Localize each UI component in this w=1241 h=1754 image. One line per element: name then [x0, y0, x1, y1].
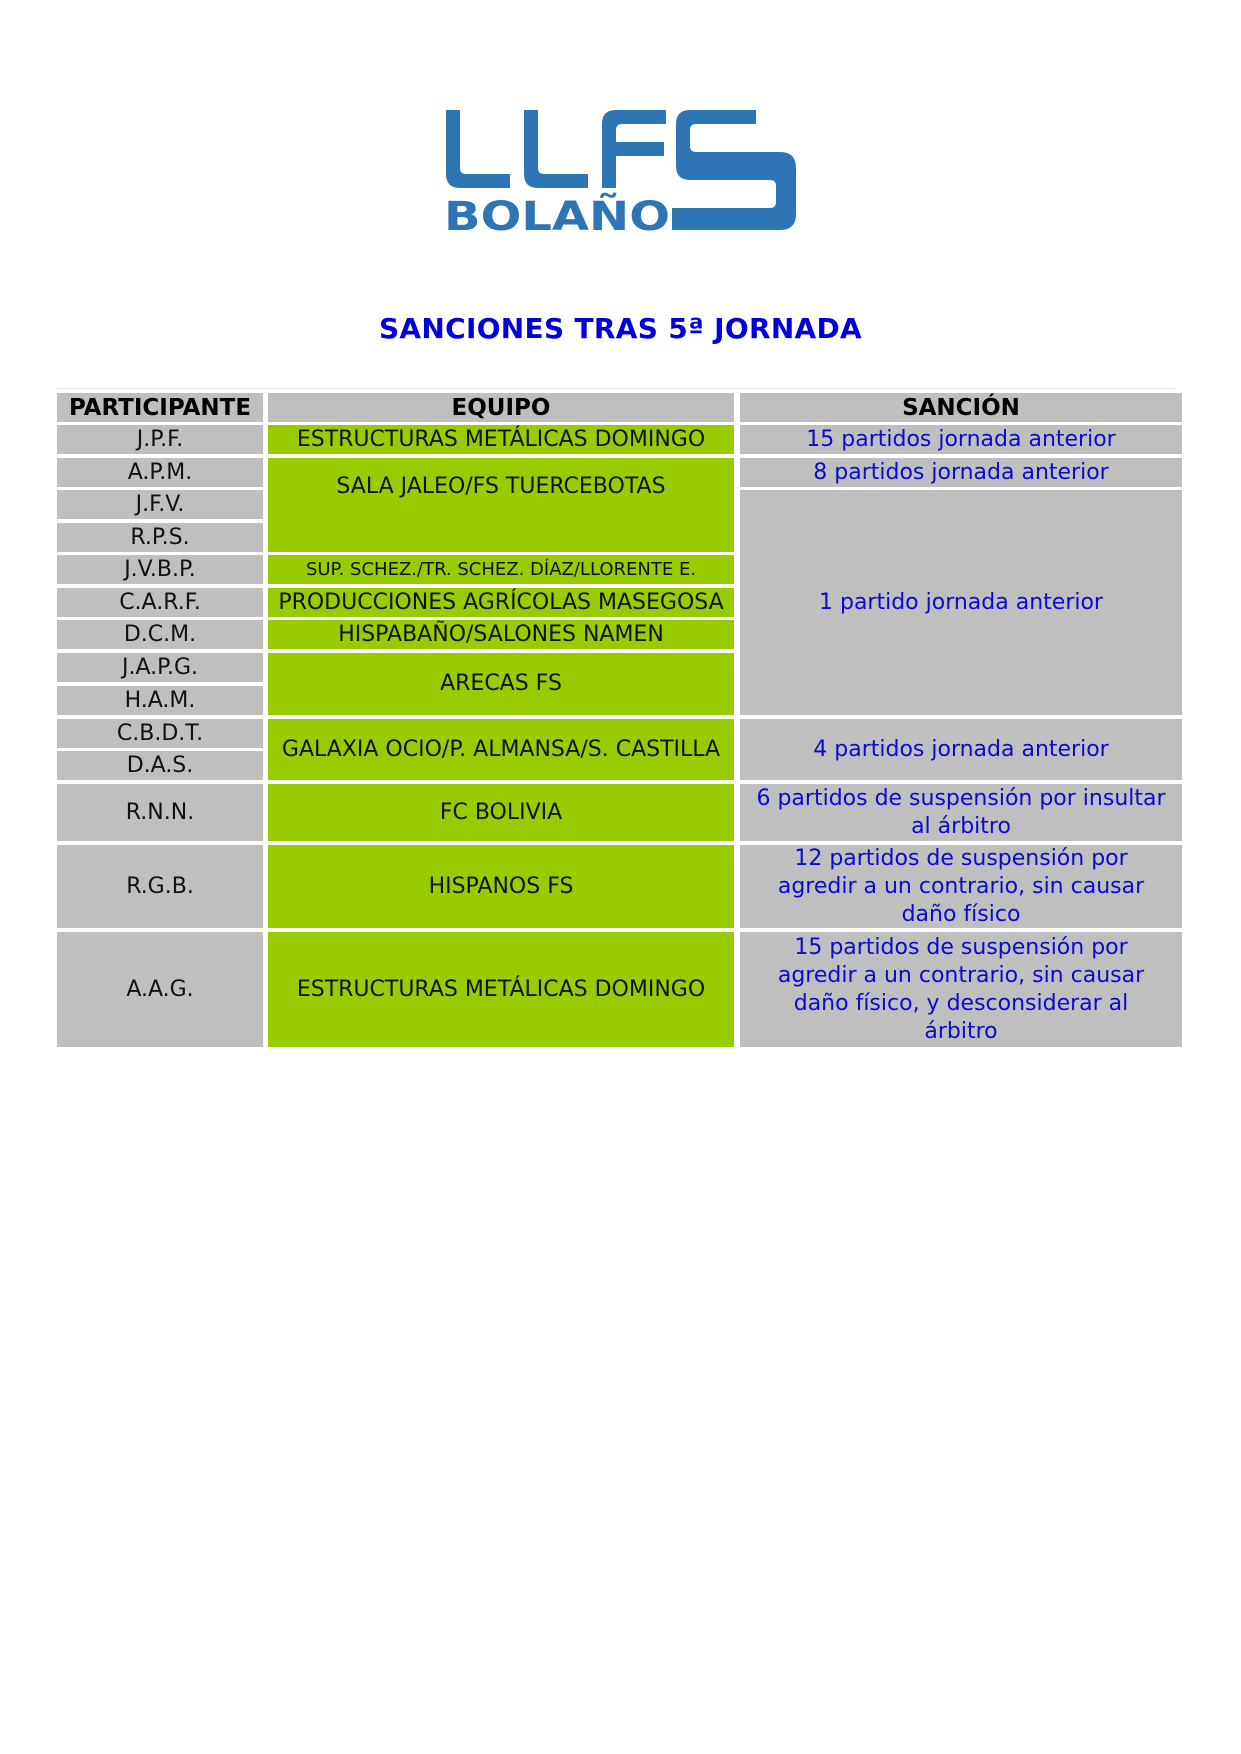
sanction-cell: 12 partidos de suspensión por agredir a un contrario, sin causar daño físico [740, 845, 1182, 928]
sanction-cell: 15 partidos de suspensión por agredir a un contrario, sin causar daño físico, y desconsiderar al árbitro [740, 932, 1182, 1047]
header-participante: PARTICIPANTE [57, 393, 263, 422]
participant-cell: J.A.P.G. [57, 653, 263, 682]
table-top-divider [57, 388, 1175, 389]
team-cell: ESTRUCTURAS METÁLICAS DOMINGO [268, 932, 734, 1047]
sanction-cell: 1 partido jornada anterior [740, 490, 1182, 715]
participant-cell: A.P.M. [57, 458, 263, 487]
team-cell: ESTRUCTURAS METÁLICAS DOMINGO [268, 425, 734, 454]
team-cell: ARECAS FS [268, 653, 734, 715]
participant-cell: D.C.M. [57, 620, 263, 649]
team-cell [268, 458, 734, 552]
participant-cell: D.A.S. [57, 751, 263, 780]
team-cell: HISPABAÑO/SALONES NAMEN [268, 620, 734, 649]
team-cell: GALAXIA OCIO/P. ALMANSA/S. CASTILLA [268, 719, 734, 780]
participant-cell: C.B.D.T. [57, 719, 263, 748]
team-cell: PRODUCCIONES AGRÍCOLAS MASEGOSA [268, 588, 734, 617]
participant-cell: R.N.N. [57, 784, 263, 841]
participant-cell: J.P.F. [57, 425, 263, 454]
sanction-cell: 15 partidos jornada anterior [740, 425, 1182, 454]
logo-text: BOLAÑO [444, 194, 633, 234]
sanction-cell: 6 partidos de suspensión por insultar al árbitro [740, 784, 1182, 841]
sanction-cell: 8 partidos jornada anterior [740, 458, 1182, 487]
team-label: SALA JALEO/FS TUERCEBOTAS [336, 474, 666, 499]
team-cell: FC BOLIVIA [268, 784, 734, 841]
header-sancion: SANCIÓN [740, 393, 1182, 422]
participant-cell: J.V.B.P. [57, 555, 263, 584]
header-equipo: EQUIPO [268, 393, 734, 422]
llfs-bolanos-logo [440, 108, 810, 234]
team-cell: HISPANOS FS [268, 845, 734, 928]
sanction-cell: 4 partidos jornada anterior [740, 719, 1182, 780]
participant-cell: R.G.B. [57, 845, 263, 928]
participant-cell: H.A.M. [57, 686, 263, 715]
participant-cell: A.A.G. [57, 932, 263, 1047]
participant-cell: J.F.V. [57, 490, 263, 519]
participant-cell: R.P.S. [57, 523, 263, 552]
team-cell: SUP. SCHEZ./TR. SCHEZ. DÍAZ/LLORENTE E. [268, 555, 734, 584]
participant-cell: C.A.R.F. [57, 588, 263, 617]
page-title: SANCIONES TRAS 5ª JORNADA [378, 312, 863, 345]
